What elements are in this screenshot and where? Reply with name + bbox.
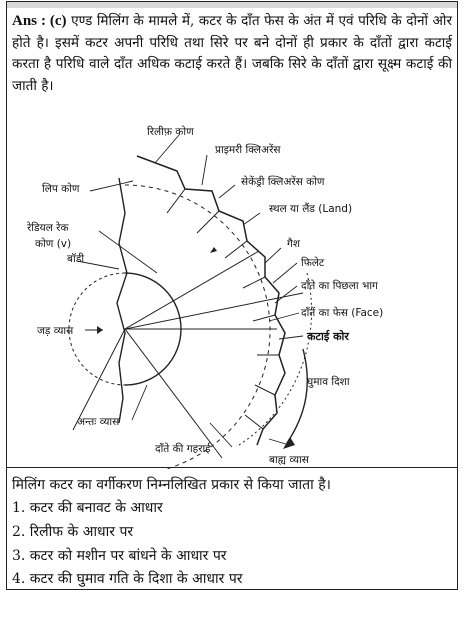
divider xyxy=(7,467,457,468)
classification-item: 2. रिलीफ के आधार पर xyxy=(12,524,134,540)
teeth-profile xyxy=(137,156,285,445)
classification-intro: मिलिंग कटर का वर्गीकरण निम्नलिखित प्रकार से किया जाता है। xyxy=(12,477,331,493)
label-tooth-depth: दाँते की गहराई xyxy=(155,443,211,455)
label-inner-dia: अन्तः व्यास xyxy=(77,416,120,428)
label-lip-angle: लिप कोण xyxy=(42,183,80,195)
body-outline xyxy=(117,178,127,423)
rotation-arrow xyxy=(287,349,307,443)
top-band xyxy=(7,2,457,8)
label-relief-angle: रिलीफ़ कोण xyxy=(147,126,194,138)
question-answer-box xyxy=(6,1,458,590)
label-outer-dia: बाह्य व्यास xyxy=(269,454,309,466)
label-tooth-back: दाँते का पिछला भाग xyxy=(301,280,378,292)
answer-text: एण्ड मिलिंग के मामले में, कटर के दाँत फेस के अंत में एवं परिधि के दोनों ओर होते है। इसमें कटर अपनी परिधि तथा सिरे पर बने दोनों ही प्रकार के दाँतों द्वारा कटाई करता है परिधि वाले दाँत अधिक कटाई करते हैं। जबकि सिरे के दाँतों द्वारा सूक्ष्म कटाई की जाती है। xyxy=(12,13,453,94)
root-circle xyxy=(125,185,270,469)
answer-prefix: Ans : (c) xyxy=(12,13,67,29)
label-root-dia: जड़ व्यास xyxy=(37,325,74,337)
label-body: बॉडी xyxy=(67,253,85,265)
classification-item: 3. कटर को मशीन पर बांधने के आधार पर xyxy=(12,548,227,564)
answer-paragraph xyxy=(12,11,452,97)
label-tooth-face: दाँतें का फेस (Face) xyxy=(301,307,384,319)
label-gash: गैश xyxy=(287,238,301,250)
label-radial-rake-1: रेडियल रेक xyxy=(27,222,69,234)
label-radial-rake-2: कोण (v) xyxy=(35,238,72,250)
classification-item: 4. कटर की घुमाव गति के दिशा के आधार पर xyxy=(12,571,243,587)
label-rotation: घुमाव दिशा xyxy=(307,376,350,388)
milling-cutter-diagram xyxy=(7,123,456,469)
label-land: स्थल या लैंड (Land) xyxy=(269,203,353,215)
label-primary-clearance: प्राइमरी क्लिअरेंस xyxy=(215,144,281,156)
classification-item: 1. कटर की बनावट के आधार xyxy=(12,500,163,516)
label-fillet: फिलेट xyxy=(301,257,325,269)
label-secondary-clearance: सेकेंड्री क्लिअरेंस कोण xyxy=(241,176,325,188)
label-cutting-edge: कटाई कोर xyxy=(307,330,349,343)
